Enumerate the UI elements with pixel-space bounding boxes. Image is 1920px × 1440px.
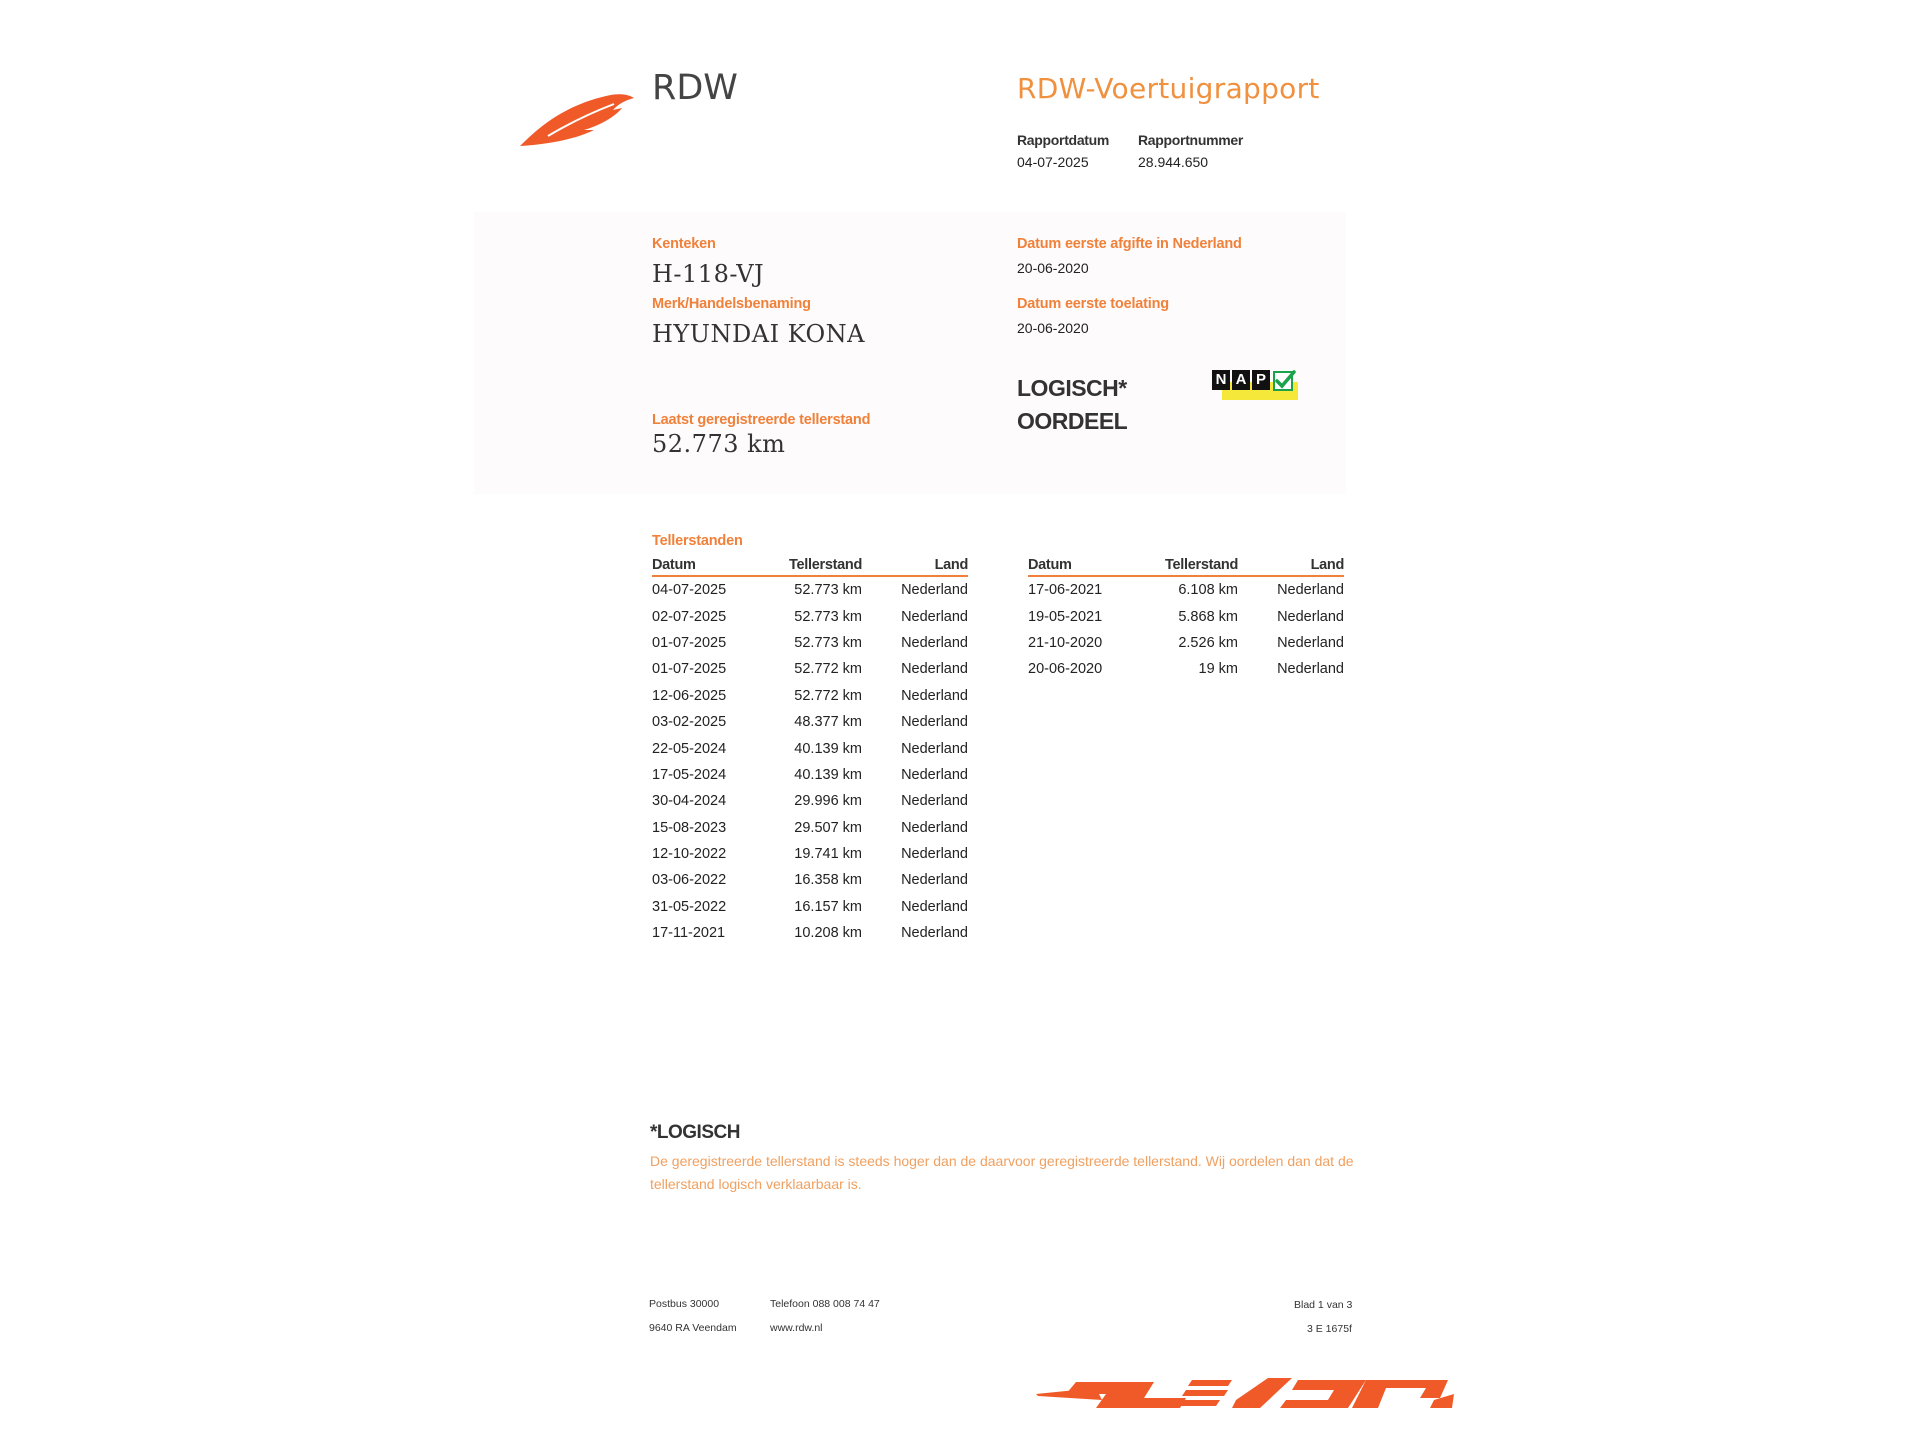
cell-land: Nederland [901,819,968,836]
table-row [652,920,968,946]
vehicle-panel [474,212,1346,494]
cell-land: Nederland [901,582,968,599]
cell-land: Nederland [1277,661,1344,678]
cell-land: Nederland [901,898,968,915]
cell-tellerstand: 5.868 km [1178,608,1238,625]
rapportnummer-label: Rapportnummer [1138,132,1243,148]
table-row [652,630,968,656]
cell-tellerstand: 40.139 km [794,740,862,757]
column-header-land: Land [1238,556,1344,576]
table-row [652,841,968,867]
cell-tellerstand: 10.208 km [794,925,862,942]
cell-datum: 17-06-2021 [1028,582,1103,599]
cell-tellerstand: 29.507 km [794,819,862,836]
cell-tellerstand: 16.157 km [794,898,862,915]
cell-datum: 30-04-2024 [652,793,727,810]
cell-land: Nederland [901,846,968,863]
cell-tellerstand: 52.773 km [794,608,862,625]
cell-land: Nederland [1277,634,1344,651]
table-row [652,709,968,735]
cell-datum: 02-07-2025 [652,608,727,625]
toelating-value: 20-06-2020 [1017,320,1089,336]
cell-land: Nederland [901,714,968,731]
oordeel-line2: OORDEEL [1017,408,1128,434]
table-header [1028,556,1344,576]
cell-land: Nederland [1277,608,1344,625]
cell-land: Nederland [901,793,968,810]
afgifte-label: Datum eerste afgifte in Nederland [1017,236,1242,252]
cell-tellerstand: 40.139 km [794,766,862,783]
cell-tellerstand: 52.772 km [794,687,862,704]
cell-datum: 17-11-2021 [652,925,726,942]
table-row [652,788,968,814]
cell-land: Nederland [901,634,968,651]
footer-blad: Blad 1 van 3 [1294,1299,1353,1311]
cell-datum: 12-06-2025 [652,687,727,704]
cell-land: Nederland [901,925,968,942]
teller-value: 52.773 km [652,430,786,458]
column-header-datum: Datum [1028,556,1156,576]
cell-datum: 03-02-2025 [652,714,727,731]
table-row [652,867,968,893]
table-row [1028,576,1344,603]
rapportdatum-value: 04-07-2025 [1017,154,1089,170]
cell-land: Nederland [901,687,968,704]
nap-letter-p: P [1252,370,1270,390]
footer-telefoon: Telefoon 088 008 74 47 [770,1298,880,1310]
column-header-datum: Datum [652,556,780,576]
table-row [652,656,968,682]
cell-datum: 22-05-2024 [652,740,727,757]
check-icon [1272,370,1296,394]
report-title: RDW-Voertuigrapport [1017,72,1320,105]
merk-value: HYUNDAI KONA [652,320,865,348]
footer-postbus: Postbus 30000 [649,1298,720,1310]
cell-land: Nederland [1277,582,1344,599]
cell-datum: 17-05-2024 [652,766,727,783]
tellerstanden-title: Tellerstanden [652,533,743,549]
kenteken-label: Kenteken [652,236,716,252]
table-row [652,815,968,841]
column-header-tellerstand: Tellerstand [1156,556,1238,576]
kenteken-value: H-118-VJ [652,260,765,288]
cell-datum: 03-06-2022 [652,872,727,889]
table-row [652,762,968,788]
nap-letter-n: N [1212,370,1230,390]
cell-datum: 19-05-2021 [1028,608,1103,625]
cell-datum: 15-08-2023 [652,819,727,836]
cell-land: Nederland [901,872,968,889]
nap-letter-a: A [1232,370,1250,390]
readings-table-right [1028,556,1344,683]
table-row [652,603,968,629]
column-header-tellerstand: Tellerstand [780,556,862,576]
cell-tellerstand: 52.773 km [794,634,862,651]
table-row [652,576,968,603]
cell-tellerstand: 29.996 km [794,793,862,810]
table-row [652,894,968,920]
cell-tellerstand: 19 km [1198,661,1238,678]
cell-tellerstand: 19.741 km [794,846,862,863]
footer-website: www.rdw.nl [770,1322,823,1334]
cell-tellerstand: 48.377 km [794,714,862,731]
rdw-logo-icon [518,88,636,150]
nap-badge [1212,370,1300,402]
cell-tellerstand: 2.526 km [1178,634,1238,651]
table-row [1028,656,1344,682]
toelating-label: Datum eerste toelating [1017,296,1169,312]
footer-code: 3 E 1675f [1307,1323,1352,1335]
cell-datum: 12-10-2022 [652,846,727,863]
cell-land: Nederland [901,661,968,678]
cell-tellerstand: 16.358 km [794,872,862,889]
cell-tellerstand: 52.772 km [794,661,862,678]
afgifte-value: 20-06-2020 [1017,260,1089,276]
cell-land: Nederland [901,740,968,757]
cell-datum: 21-10-2020 [1028,634,1103,651]
table-row [1028,603,1344,629]
rapportdatum-label: Rapportdatum [1017,132,1110,148]
cell-datum: 04-07-2025 [652,582,727,599]
merk-label: Merk/Handelsbenaming [652,296,811,312]
cell-land: Nederland [901,766,968,783]
table-header [652,556,968,576]
readings-table-left [652,556,968,946]
cell-datum: 31-05-2022 [652,898,727,915]
cell-land: Nederland [901,608,968,625]
teller-label: Laatst geregistreerde tellerstand [652,412,871,428]
oordeel-line1: LOGISCH* [1017,375,1127,401]
column-header-land: Land [862,556,968,576]
cell-datum: 01-07-2025 [652,634,727,651]
cell-tellerstand: 6.108 km [1178,582,1238,599]
logisch-note-title: *LOGISCH [650,1122,740,1143]
footer-stripes-icon [1036,1374,1454,1414]
table-row [652,683,968,709]
footer-city: 9640 RA Veendam [649,1322,737,1334]
cell-datum: 01-07-2025 [652,661,727,678]
logo-text: RDW [652,68,738,108]
table-row [1028,630,1344,656]
table-row [652,735,968,761]
cell-tellerstand: 52.773 km [794,582,862,599]
rapportnummer-value: 28.944.650 [1138,154,1209,170]
cell-datum: 20-06-2020 [1028,661,1103,678]
logisch-note-text: De geregistreerde tellerstand is steeds hoger dan de daarvoor geregistreerde tellerstand. Wij oordelen dan dat de tellerstand logisch verklaarbaar is. [650,1153,1354,1192]
